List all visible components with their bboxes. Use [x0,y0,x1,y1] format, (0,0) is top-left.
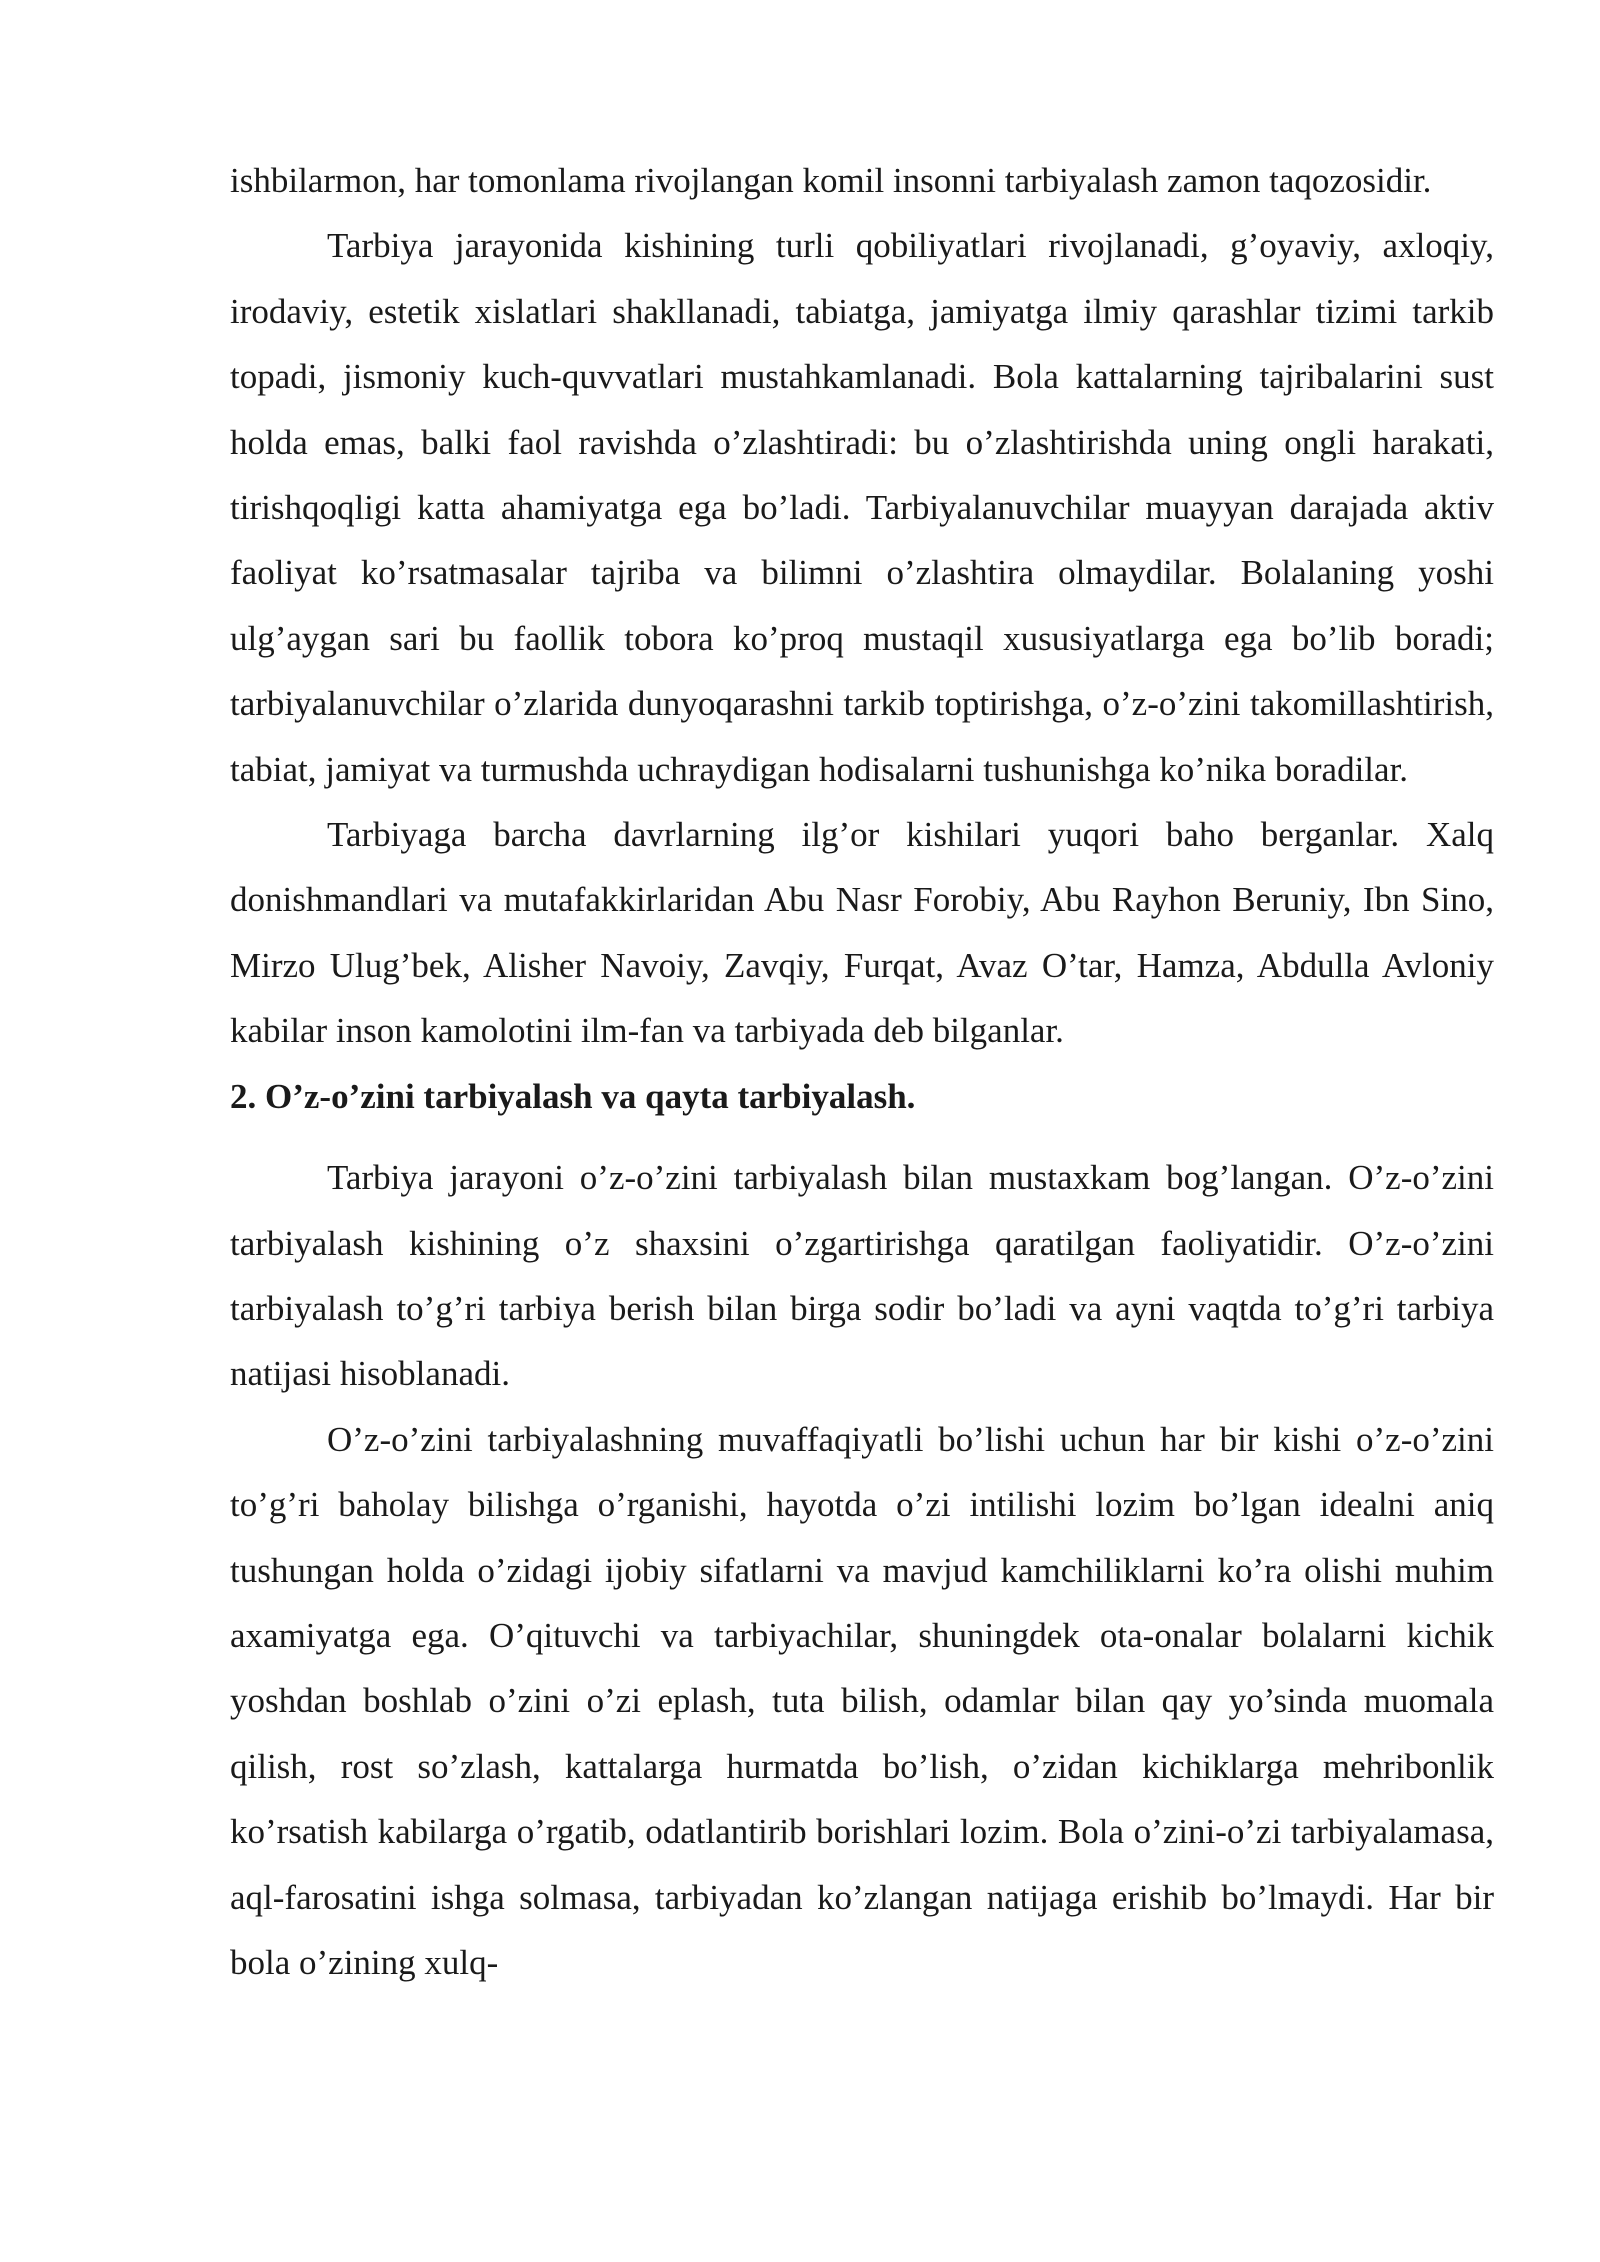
section-heading: 2. O’z-o’zini tarbiyalash va qayta tarbiyalash. [230,1076,916,1116]
paragraph-scholars: Tarbiyaga barcha davrlarning ilg’or kishilari yuqori baho berganlar. Xalq donishmandlari va mutafakkirlaridan Abu Nasr Forobiy, Abu Rayhon Beruniy, Ibn Sino, Mirzo Ulug’bek, Alisher Navoiy, Zavqiy, Furqat, Avaz O’tar, Hamza, Abdulla Avloniy kabilar inson kamolotini ilm-fan va tarbiyada deb bilganlar. [230,815,1494,1051]
paragraph-upbringing-process: Tarbiya jarayonida kishining turli qobiliyatlari rivojlanadi, g’oyaviy, axloqiy, irodaviy, estetik xislatlari shakllanadi, tabiatga, jamiyatga ilmiy qarashlar tizimi tarkib topadi, jismoniy kuch-quvvatlari mustahkamlanadi. Bola kattalarning tajribalarini sust holda emas, balki faol ravishda o’zlashtiradi: bu o’zlashtirishda uning ongli harakati, tirishqoqligi katta ahamiyatga ega bo’ladi. Tarbiyalanuvchilar muayyan darajada aktiv faoliyat ko’rsatmasalar tajriba va bilimni o’zlashtira olmaydilar. Bolalaning yoshi ulg’aygan sari bu faollik tobora ko’proq mustaqil xususiyatlarga ega bo’lib boradi; tarbiyalanuvchilar o’zlarida dunyoqarashni tarkib toptirishga, o’z-o’zini takomillashtirish, tabiat, jamiyat va turmushda uchraydigan hodisalarni tushunishga ko’nika boradilar. [230,226,1494,789]
document-page [230,148,1494,1995]
paragraph-self-education: Tarbiya jarayoni o’z-o’zini tarbiyalash bilan mustaxkam bog’langan. O’z-o’zini tarbiyalash kishining o’z shaxsini o’zgartirishga qaratilgan faoliyatidir. O’z-o’zini tarbiyalash to’g’ri tarbiya berish bilan birga sodir bo’ladi va ayni vaqtda to’g’ri tarbiya natijasi hisoblanadi. [230,1158,1494,1394]
paragraph-continuation: ishbilarmon, har tomonlama rivojlangan komil insonni tarbiyalash zamon taqozosidir. [230,161,1432,200]
paragraph-self-education-success: O’z-o’zini tarbiyalashning muvaffaqiyatli bo’lishi uchun har bir kishi o’z-o’zini to’g’ri baholay bilishga o’rganishi, hayotda o’zi intilishi lozim bo’lgan idealni aniq tushungan holda o’zidagi ijobiy sifatlarni va mavjud kamchiliklarni ko’ra olishi muhim axamiyatga ega. O’qituvchi va tarbiyachilar, shuningdek ota-onalar bolalarni kichik yoshdan boshlab o’zini o’zi eplash, tuta bilish, odamlar bilan qay yo’sinda muomala qilish, rost so’zlash, kattalarga hurmatda bo’lish, o’zidan kichiklarga mehribonlik ko’rsatish kabilarga o’rgatib, odatlantirib borishlari lozim. Bola o’zini-o’zi tarbiyalamasa, aql-farosatini ishga solmasa, tarbiyadan ko’zlangan natijaga erishib bo’lmaydi. Har bir bola o’zining xulq- [230,1419,1494,1982]
